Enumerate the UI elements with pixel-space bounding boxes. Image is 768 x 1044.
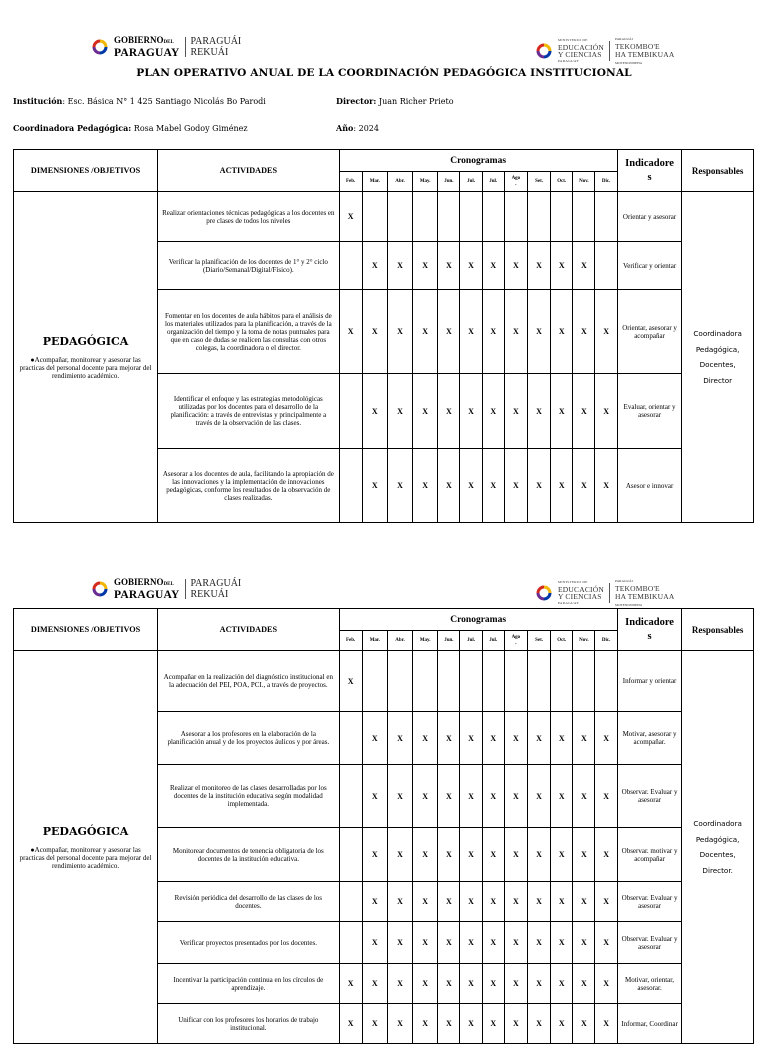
month-header: Dic. [595, 172, 617, 192]
schedule-mark: X [413, 922, 438, 964]
schedule-mark: X [438, 922, 460, 964]
schedule-mark: X [362, 922, 387, 964]
schedule-mark: X [387, 242, 412, 290]
schedule-mark: X [438, 374, 460, 449]
schedule-mark: X [387, 290, 412, 374]
schedule-mark [339, 882, 362, 922]
schedule-mark: X [413, 242, 438, 290]
responsable-line: Docentes, [699, 360, 736, 369]
schedule-mark: X [438, 449, 460, 523]
schedule-mark [413, 651, 438, 712]
header-responsables: Responsables [682, 609, 754, 651]
schedule-mark: X [551, 765, 573, 828]
month-header: Oct. [551, 631, 573, 651]
mec-line1: EDUCACIÓN [558, 585, 604, 594]
activity-cell: Verificar proyectos presentados por los docentes. [158, 922, 339, 964]
schedule-mark: X [339, 964, 362, 1004]
schedule-mark: X [551, 964, 573, 1004]
schedule-mark [482, 651, 504, 712]
schedule-mark: X [551, 1004, 573, 1044]
schedule-mark [339, 765, 362, 828]
mec-logo [534, 577, 675, 609]
month-header: Set. [527, 172, 550, 192]
schedule-mark: X [504, 290, 527, 374]
logo-divider [609, 41, 610, 61]
indicator-cell: Motivar, orientar, asesorar. [617, 964, 682, 1004]
indicator-cell: Observar. Evaluar y asesorar [617, 765, 682, 828]
mec-tiny2: PARAGUAY [558, 601, 580, 605]
page-1 [0, 0, 768, 520]
mec-tiny2: PARAGUAY [558, 59, 580, 63]
coordinadora-line [13, 123, 248, 133]
indicator-cell: Informar y orientar [617, 651, 682, 712]
schedule-mark: X [527, 242, 550, 290]
tek-tiny2: MOTENONDEHA [614, 61, 643, 65]
schedule-mark: X [387, 964, 412, 1004]
page-2 [0, 540, 768, 1032]
month-header: Jul. [482, 172, 504, 192]
schedule-mark: X [387, 712, 412, 765]
month-header: Mar. [362, 172, 387, 192]
dimension-objective: ●Acompañar, monitorear y asesorar las practicas del personal docente para mejorar del rendimiento académico. [19, 355, 152, 380]
schedule-mark [362, 192, 387, 242]
schedule-mark: X [362, 828, 387, 882]
schedule-mark: X [482, 449, 504, 523]
activity-cell: Realizar el monitoreo de las clases desarrolladas por los docentes de la institución educativa según modalidad implementada. [158, 765, 339, 828]
indicator-cell: Observar. Evaluar y asesorar [617, 922, 682, 964]
activity-cell: Revisión periódica del desarrollo de las clases de los docentes. [158, 882, 339, 922]
schedule-mark: X [362, 712, 387, 765]
schedule-mark: X [460, 712, 482, 765]
mec-tiny1: MINISTERIO DE [558, 580, 588, 584]
schedule-mark: X [387, 922, 412, 964]
schedule-mark: X [387, 449, 412, 523]
logo-divider [185, 37, 186, 57]
schedule-mark: X [504, 922, 527, 964]
schedule-mark: X [460, 882, 482, 922]
schedule-table-2 [13, 608, 754, 1044]
schedule-mark: X [413, 449, 438, 523]
schedule-mark: X [482, 712, 504, 765]
mec-emblem-icon [534, 583, 554, 603]
schedule-mark: X [504, 1004, 527, 1044]
logo-divider [185, 579, 186, 599]
schedule-mark: X [527, 449, 550, 523]
schedule-mark: X [595, 882, 617, 922]
schedule-mark: X [460, 765, 482, 828]
activity-cell: Monitorear documentos de tenencia obligatoria de los docentes de la institución educativa. [158, 828, 339, 882]
mec-line2: Y CIENCIAS [558, 592, 602, 601]
month-header: Set. [527, 631, 550, 651]
schedule-mark: X [460, 1004, 482, 1044]
schedule-mark: X [460, 828, 482, 882]
schedule-mark: X [362, 242, 387, 290]
schedule-mark: X [551, 922, 573, 964]
schedule-mark: X [362, 449, 387, 523]
institucion-value: : Esc. Básica N° 1 425 Santiago Nicolás Bo Parodi [62, 97, 266, 106]
month-header: Ago . [504, 172, 527, 192]
schedule-mark: X [573, 922, 595, 964]
activity-cell: Asesorar a los docentes de aula, facilitando la apropiación de las innovaciones y la implementación de innovaciones pedagógicas, conforme los resultados de la observación de clases realizadas. [158, 449, 339, 523]
responsable-line: Pedagógica, [695, 834, 740, 844]
activity-cell: Fomentar en los docentes de aula hábitos para el análisis de los materiales utilizados para la planificación, a través de la organización del tiempo y la toma de notas puntuales para que en caso de dudas se realicen las consultas con otros colegas, la coordinadora o el director. [158, 290, 339, 374]
dimension-cell [14, 192, 158, 523]
schedule-mark: X [504, 828, 527, 882]
month-header: Feb. [339, 172, 362, 192]
header-cronogramas: Cronogramas [339, 150, 617, 172]
schedule-mark [573, 651, 595, 712]
responsable-line: Coordinadora [693, 329, 742, 338]
schedule-mark: X [339, 651, 362, 712]
schedule-mark: X [504, 712, 527, 765]
month-header: Jul. [460, 631, 482, 651]
schedule-mark: X [482, 922, 504, 964]
schedule-mark: X [387, 374, 412, 449]
indicator-cell: Evaluar, orientar y asesorar [617, 374, 682, 449]
tek-line2: HA TEMBIKUAA [614, 592, 675, 601]
schedule-mark: X [362, 964, 387, 1004]
schedule-mark: X [413, 374, 438, 449]
schedule-mark: X [527, 922, 550, 964]
schedule-mark: X [595, 712, 617, 765]
institucion-line [13, 96, 266, 106]
schedule-mark [595, 651, 617, 712]
gobierno-line1: GOBIERNO [114, 35, 164, 45]
month-header: Dic. [595, 631, 617, 651]
director-line [336, 96, 454, 106]
month-header: May. [413, 631, 438, 651]
schedule-mark: X [551, 828, 573, 882]
table-row [14, 651, 754, 712]
schedule-mark: X [595, 449, 617, 523]
schedule-mark: X [551, 882, 573, 922]
month-header: May. [413, 172, 438, 192]
schedule-mark: X [460, 922, 482, 964]
schedule-mark: X [527, 374, 550, 449]
table-row [14, 192, 754, 242]
page-header [0, 577, 768, 607]
schedule-mark [595, 242, 617, 290]
schedule-mark: X [460, 242, 482, 290]
activity-cell: Verificar la planificación de los docentes de 1° y 2° ciclo (Diario/Semanal/Digital/Físico). [158, 242, 339, 290]
responsable-line: Coordinadora [693, 819, 742, 828]
mec-line2: Y CIENCIAS [558, 50, 602, 59]
schedule-mark: X [413, 882, 438, 922]
schedule-mark: X [339, 192, 362, 242]
header-actividades: ACTIVIDADES [158, 609, 339, 651]
schedule-mark: X [413, 290, 438, 374]
schedule-mark [527, 192, 550, 242]
responsable-line: Director [703, 375, 733, 385]
header-dimensiones: DIMENSIONES /OBJETIVOS [14, 150, 158, 192]
schedule-mark: X [482, 374, 504, 449]
schedule-mark [339, 712, 362, 765]
schedule-mark: X [595, 964, 617, 1004]
rekuai-text: REKUÁI [190, 588, 229, 600]
indicator-cell: Informar, Coordinar [617, 1004, 682, 1044]
schedule-mark: X [362, 1004, 387, 1044]
gobierno-emblem-icon [90, 37, 110, 57]
schedule-mark: X [527, 828, 550, 882]
schedule-mark: X [504, 765, 527, 828]
schedule-mark [339, 242, 362, 290]
tek-tiny1: PARAGUÁI [614, 579, 633, 583]
schedule-mark: X [551, 374, 573, 449]
header-indicadores: Indicadore s [617, 609, 682, 651]
coordinadora-value: Rosa Mabel Godoy Giménez [131, 124, 248, 133]
tek-tiny1: PARAGUÁI [614, 37, 633, 41]
schedule-mark [551, 651, 573, 712]
schedule-mark: X [482, 242, 504, 290]
schedule-mark: X [595, 922, 617, 964]
schedule-mark: X [527, 765, 550, 828]
header-cronogramas: Cronogramas [339, 609, 617, 631]
month-header: Oct. [551, 172, 573, 192]
schedule-mark: X [527, 290, 550, 374]
schedule-mark: X [527, 1004, 550, 1044]
schedule-mark: X [362, 882, 387, 922]
schedule-mark: X [438, 964, 460, 1004]
schedule-mark: X [387, 1004, 412, 1044]
schedule-mark [413, 192, 438, 242]
tek-line1: TEKOMBO'E [614, 584, 660, 593]
schedule-mark: X [573, 964, 595, 1004]
schedule-mark [504, 651, 527, 712]
month-header: Nov. [573, 172, 595, 192]
schedule-mark [438, 651, 460, 712]
dimension-cell [14, 651, 158, 1044]
schedule-mark: X [413, 712, 438, 765]
schedule-mark: X [504, 449, 527, 523]
month-header: Feb. [339, 631, 362, 651]
month-header: Abr. [387, 172, 412, 192]
responsables-cell [682, 192, 754, 523]
schedule-mark [387, 192, 412, 242]
indicator-cell: Motivar, asesorar y acompañar. [617, 712, 682, 765]
schedule-mark: X [573, 242, 595, 290]
header-responsables: Responsables [682, 150, 754, 192]
schedule-mark: X [527, 882, 550, 922]
schedule-mark: X [573, 712, 595, 765]
logo-divider [609, 583, 610, 603]
schedule-mark: X [438, 290, 460, 374]
schedule-mark: X [482, 290, 504, 374]
schedule-mark: X [438, 712, 460, 765]
month-header: Mar. [362, 631, 387, 651]
schedule-mark: X [413, 765, 438, 828]
schedule-mark: X [527, 964, 550, 1004]
tek-line2: HA TEMBIKUAA [614, 50, 675, 59]
mec-logo [534, 35, 675, 67]
month-header: Jun. [438, 172, 460, 192]
activity-cell: Asesorar a los profesores en la elaboración de la planificación anual y de los proyectos áulicos y por áreas. [158, 712, 339, 765]
schedule-mark: X [595, 765, 617, 828]
responsable-line: Pedagógica, [695, 344, 740, 354]
responsable-line: Director. [702, 865, 733, 875]
dimension-title: PEDAGÓGICA [42, 824, 129, 838]
schedule-mark [551, 192, 573, 242]
schedule-mark: X [438, 828, 460, 882]
schedule-mark: X [595, 1004, 617, 1044]
month-header: Ago . [504, 631, 527, 651]
schedule-mark: X [573, 765, 595, 828]
director-label: Director: [336, 96, 377, 106]
gobierno-emblem-icon [90, 579, 110, 599]
gobierno-logo [90, 35, 241, 58]
schedule-mark: X [387, 828, 412, 882]
schedule-mark: X [438, 242, 460, 290]
schedule-mark: X [504, 882, 527, 922]
schedule-mark [527, 651, 550, 712]
schedule-mark: X [504, 374, 527, 449]
schedule-mark: X [482, 828, 504, 882]
header-dimensiones: DIMENSIONES /OBJETIVOS [14, 609, 158, 651]
schedule-mark [339, 449, 362, 523]
indicator-cell: Observar. Evaluar y asesorar [617, 882, 682, 922]
activity-cell: Identificar el enfoque y las estrategias metodológicas utilizadas por los docentes para el desarrollo de la planificación: a través de entrevistas y principalmente a través de la observación de las clases. [158, 374, 339, 449]
schedule-mark: X [573, 449, 595, 523]
schedule-mark: X [482, 1004, 504, 1044]
schedule-mark: X [387, 765, 412, 828]
gobierno-del: DEL [163, 582, 174, 587]
schedule-mark [504, 192, 527, 242]
schedule-mark [438, 192, 460, 242]
schedule-mark: X [595, 828, 617, 882]
schedule-mark [573, 192, 595, 242]
schedule-mark: X [573, 290, 595, 374]
activity-cell: Incentivar la participación continua en los círculos de aprendizaje. [158, 964, 339, 1004]
responsable-line: Docentes, [699, 850, 736, 859]
coordinadora-label: Coordinadora Pedagógica: [13, 123, 132, 133]
month-header: Abr. [387, 631, 412, 651]
schedule-mark: X [504, 964, 527, 1004]
schedule-mark: X [460, 290, 482, 374]
indicator-cell: Asesor e innovar [617, 449, 682, 523]
month-header: Jul. [460, 172, 482, 192]
schedule-mark [460, 651, 482, 712]
activity-cell: Unificar con los profesores los horarios de trabajo institucional. [158, 1004, 339, 1044]
schedule-mark: X [387, 882, 412, 922]
header-actividades: ACTIVIDADES [158, 150, 339, 192]
month-header: Jul. [482, 631, 504, 651]
gobierno-line2: PARAGUAY [114, 47, 180, 59]
institucion-label: Institución [13, 96, 63, 106]
schedule-mark [460, 192, 482, 242]
tek-tiny2: MOTENONDEHA [614, 603, 643, 607]
mec-tiny1: MINISTERIO DE [558, 38, 588, 42]
month-header: Jun. [438, 631, 460, 651]
schedule-mark [339, 828, 362, 882]
indicator-cell: Orientar y asesorar [617, 192, 682, 242]
paraguai-text: PARAGUÁI [190, 35, 242, 47]
rekuai-text: REKUÁI [190, 46, 229, 58]
month-header: Nov. [573, 631, 595, 651]
schedule-mark: X [551, 242, 573, 290]
schedule-mark: X [438, 765, 460, 828]
tek-line1: TEKOMBO'E [614, 42, 660, 51]
schedule-mark: X [595, 290, 617, 374]
anio-value: : 2024 [353, 124, 379, 133]
schedule-mark: X [573, 1004, 595, 1044]
schedule-mark: X [362, 765, 387, 828]
paraguai-text: PARAGUÁI [190, 577, 242, 589]
schedule-mark: X [573, 882, 595, 922]
schedule-mark: X [551, 449, 573, 523]
indicator-cell: Orientar, asesorar y acompañar [617, 290, 682, 374]
anio-label: Año [336, 123, 354, 133]
schedule-mark: X [413, 964, 438, 1004]
schedule-mark [482, 192, 504, 242]
anio-line [336, 123, 379, 133]
activity-cell: Realizar orientaciones técnicas pedagógicas a los docentes en pre clases de todos los niveles [158, 192, 339, 242]
schedule-mark: X [339, 1004, 362, 1044]
schedule-mark: X [527, 712, 550, 765]
schedule-mark: X [551, 712, 573, 765]
director-value: Juan Richer Prieto [376, 97, 454, 106]
schedule-mark: X [362, 290, 387, 374]
schedule-mark [339, 374, 362, 449]
schedule-mark: X [504, 242, 527, 290]
schedule-mark: X [438, 882, 460, 922]
mec-line1: EDUCACIÓN [558, 43, 604, 52]
responsables-cell [682, 651, 754, 1044]
gobierno-line2: PARAGUAY [114, 589, 180, 601]
schedule-mark: X [482, 882, 504, 922]
schedule-mark [595, 192, 617, 242]
indicator-cell: Observar. motivar y acompañar [617, 828, 682, 882]
schedule-mark [339, 922, 362, 964]
activity-cell: Acompañar en la realización del diagnóstico institucional en la adecuación del PEI, POA, PCI., a través de proyectos. [158, 651, 339, 712]
dimension-objective: ●Acompañar, monitorear y asesorar las practicas del personal docente para mejorar del rendimiento académico. [19, 845, 152, 870]
indicator-cell: Verificar y orientar [617, 242, 682, 290]
schedule-mark: X [482, 964, 504, 1004]
schedule-mark: X [551, 290, 573, 374]
schedule-mark: X [413, 1004, 438, 1044]
schedule-mark: X [460, 449, 482, 523]
schedule-mark: X [595, 374, 617, 449]
schedule-mark: X [460, 374, 482, 449]
schedule-table-1 [13, 149, 754, 523]
gobierno-logo [90, 577, 241, 600]
schedule-mark: X [573, 374, 595, 449]
schedule-mark: X [482, 765, 504, 828]
schedule-mark: X [339, 290, 362, 374]
gobierno-line1: GOBIERNO [114, 577, 164, 587]
schedule-mark: X [438, 1004, 460, 1044]
gobierno-del: DEL [163, 40, 174, 45]
header-indicadores: Indicadore s [617, 150, 682, 192]
schedule-mark [362, 651, 387, 712]
schedule-mark: X [460, 964, 482, 1004]
mec-emblem-icon [534, 41, 554, 61]
document-title: PLAN OPERATIVO ANUAL DE LA COORDINACIÓN PEDAGÓGICA INSTITUCIONAL [136, 67, 632, 79]
schedule-mark: X [573, 828, 595, 882]
schedule-mark [387, 651, 412, 712]
dimension-title: PEDAGÓGICA [42, 334, 129, 348]
schedule-mark: X [362, 374, 387, 449]
schedule-mark: X [413, 828, 438, 882]
page-header [0, 35, 768, 65]
